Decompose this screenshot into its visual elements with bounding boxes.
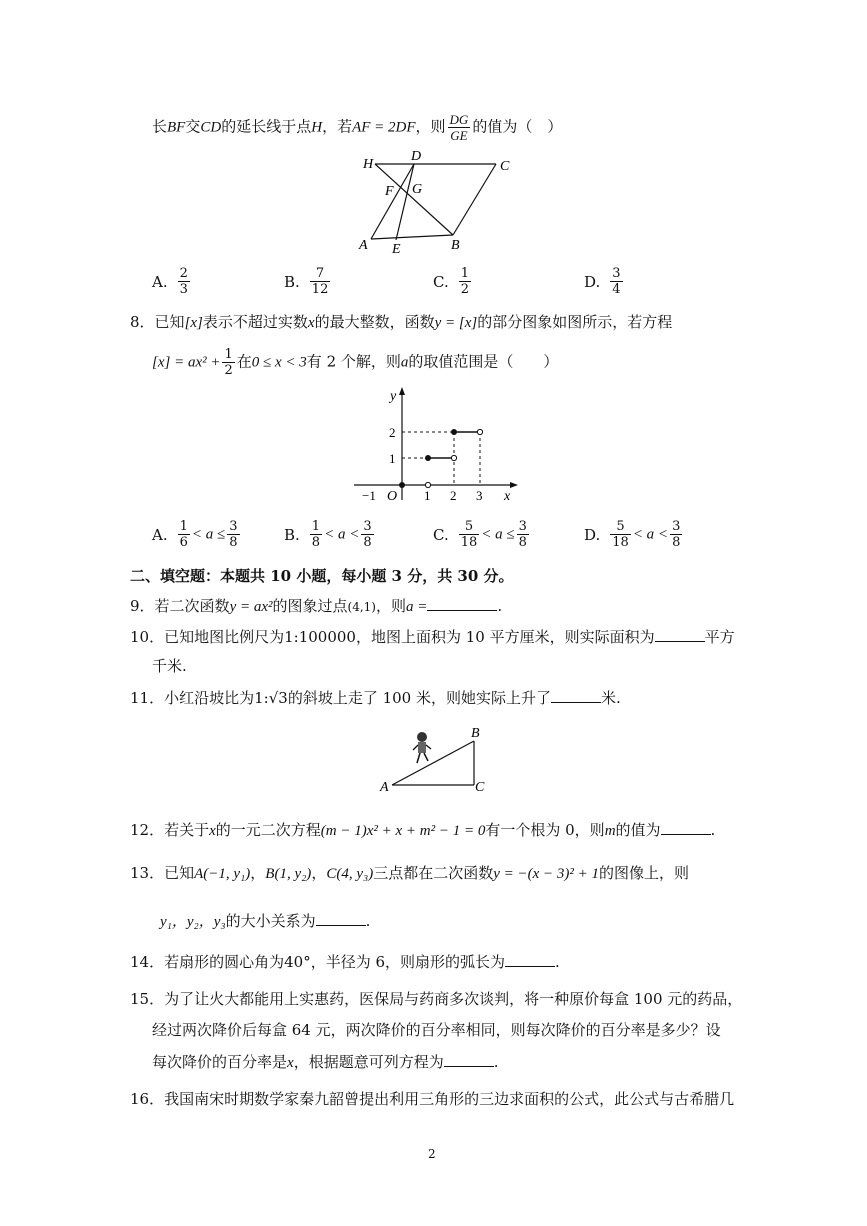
q15-answer-blank[interactable] xyxy=(444,1050,494,1067)
q12: 12．若关于x的一元二次方程(m − 1)x² + x + m² − 1 = 0有一个根为 0，则m的值为 . xyxy=(130,818,715,842)
q7-label-a: A xyxy=(359,238,368,253)
q7-label-c: C xyxy=(500,159,510,174)
q7-label-d: D xyxy=(411,149,422,164)
q13-line2: y₁，y₂，y₃的大小关系为 . xyxy=(160,909,370,933)
q8-xtick-neg1: −1 xyxy=(362,488,376,503)
q7-option-c[interactable]: C. $\frac{1}{2}$ xyxy=(433,266,469,297)
q13-answer-blank[interactable] xyxy=(316,909,366,926)
q8-stem-line1: 8．已知[x]表示不超过实数x的最大整数，函数y = [x]的部分图象如图所示，若方程 xyxy=(130,313,673,331)
q7-label-h: H xyxy=(363,157,374,172)
q8-ytick-2: 2 xyxy=(389,425,396,440)
q8-option-b[interactable]: B. $\frac{1}{8}$ < a < $\frac{3}{8}$ xyxy=(284,519,372,550)
q11-label-b: B xyxy=(471,726,480,741)
q14: 14．若扇形的圆心角为40°，半径为 6，则扇形的弧长为 . xyxy=(130,950,560,973)
section-heading-fill-in: 二、填空题：本题共 10 小题，每小题 3 分，共 30 分。 xyxy=(130,567,514,585)
q8-ytick-1: 1 xyxy=(389,451,396,466)
q8-option-c[interactable]: C. $\frac{5}{18}$ < a ≤ $\frac{3}{8}$ xyxy=(433,519,527,550)
q8-option-d[interactable]: D. $\frac{5}{18}$ < a < $\frac{3}{8}$ xyxy=(584,519,681,550)
q7-label-g: G xyxy=(412,182,423,197)
q7-option-b[interactable]: B. $\frac{7}{12}$ xyxy=(284,266,329,297)
q15-line2: 经过两次降价后每盒 64 元，两次降价的百分率相同，则每次降价的百分率是多少？设 xyxy=(152,1021,721,1039)
q11-label-a: A xyxy=(380,780,389,795)
q8-xtick-1: 1 xyxy=(424,488,431,503)
q7-label-b: B xyxy=(451,238,460,253)
q9-answer-blank[interactable] xyxy=(427,594,497,611)
q15-line1: 15．为了让火大都能用上实惠药，医保局与药商多次谈判，将一种原价每盒 100 元的药品， xyxy=(130,990,743,1008)
q11-slope-figure xyxy=(378,723,498,795)
q15-line3: 每次降价的百分率是x，根据题意可列方程为 . xyxy=(152,1050,498,1074)
q7-stem: 长BF交CD的延长线于点H，若AF = 2DF，则 $\frac{DG}{GE}$ 的值为（ ） xyxy=(152,112,563,143)
q8-xtick-3: 3 xyxy=(476,488,483,503)
page-number: 2 xyxy=(428,1147,436,1161)
q8-y-label: y xyxy=(390,389,397,404)
q8-stem-line2: [x] = ax² + $\frac{1}{2}$ 在0 ≤ x < 3有 2 个解，则a的取值范围是（ ） xyxy=(152,347,559,378)
q7-label-e: E xyxy=(392,242,401,257)
q10-line2: 千米. xyxy=(152,657,187,675)
q8-xtick-2: 2 xyxy=(450,488,457,503)
q8-floor-function-graph xyxy=(348,384,523,504)
q7-label-f: F xyxy=(385,184,394,199)
q10-line1: 10．已知地图比例尺为1:100000，地图上面积为 10 平方厘米，则实际面积为 平方 xyxy=(130,625,735,648)
q14-answer-blank[interactable] xyxy=(505,950,555,967)
girl-walking-icon xyxy=(413,732,431,763)
q13-line1: 13．已知A(−1, y₁)，B(1, y₂)，C(4, y₃)三点都在二次函数y = −(x − 3)² + 1的图像上，则 xyxy=(130,864,690,882)
q9: 9．若二次函数y = ax²的图象过点(4,1)，则a = . xyxy=(130,594,502,618)
q10-answer-blank[interactable] xyxy=(655,625,705,642)
q7-option-d[interactable]: D. $\frac{3}{4}$ xyxy=(584,266,621,297)
q16-line1: 16．我国南宋时期数学家秦九韶曾提出利用三角形的三边求面积的公式，此公式与古希腊几 xyxy=(130,1090,735,1108)
q8-option-a[interactable]: A. $\frac{1}{6}$ < a ≤ $\frac{3}{8}$ xyxy=(152,519,238,550)
q8-x-label: x xyxy=(504,489,511,504)
q7-fraction: $\frac{DG}{GE}$ xyxy=(449,112,469,143)
q11-label-c: C xyxy=(475,780,485,795)
q11: 11．小红沿坡比为1:√3的斜坡上走了 100 米，则她实际上升了 米. xyxy=(130,686,621,709)
q12-answer-blank[interactable] xyxy=(661,818,711,835)
q8-origin-label: O xyxy=(387,489,398,504)
q7-parallelogram-figure xyxy=(355,145,525,257)
q7-option-a[interactable]: A. $\frac{2}{3}$ xyxy=(152,266,188,297)
q11-answer-blank[interactable] xyxy=(551,686,601,703)
